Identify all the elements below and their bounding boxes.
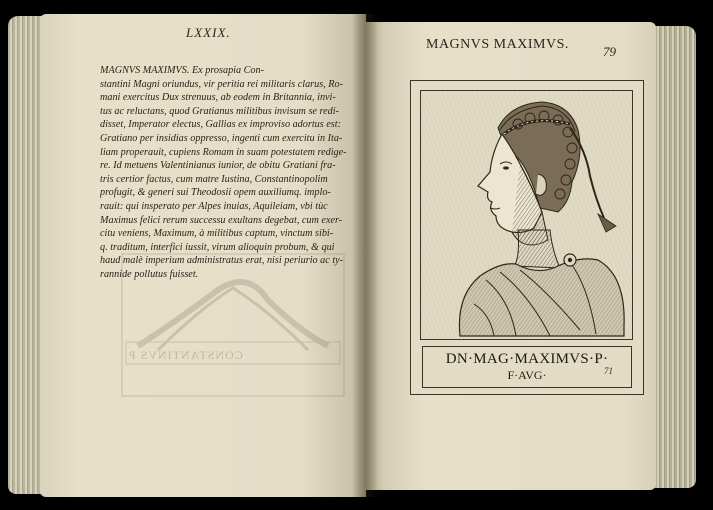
text-line: profugit, & generi sui Theodosii opem auxiliumq. implo- (100, 187, 331, 199)
text-line: liam properauit, cupiens Romam in suam potestatem redige- (100, 146, 347, 158)
text-line: tus ac reluctans, quod Gratianus militibus invisum se redi- (100, 105, 339, 117)
text-line: Gratiano per insidias oppresso, ingenti cum exercitu in Ita- (100, 132, 343, 144)
bleed-through-text: CONSTANTINVS P (128, 348, 243, 362)
text-line: rauit: qui insperato per Alpes inuias, Aquileiam, vbi tùc (100, 200, 328, 212)
text-line: stantini Magni oriundus, vir peritia rei militaris clarus, Ro- (100, 78, 343, 90)
caption-line-1: DN·MAG·MAXIMVS·P· (445, 351, 609, 367)
right-page-edges (650, 26, 696, 488)
portrait-caption (422, 346, 632, 388)
text-line: Maximus felici rerum successu exultans degebat, cum exer- (100, 214, 343, 226)
text-line: tris certior factus, cum matre Iustina, Constantinopolim (100, 173, 328, 185)
text-line: citu veniens, Maximum, à militibus captum, vinctum sibi- (100, 228, 334, 240)
text-line: re. Id metuens Valentinianus iunior, de obitu Gratiani fra- (100, 160, 336, 172)
text-line: mani exercitus Dux strenuus, ab eodem in Britannia, invi- (100, 92, 336, 104)
emperor-portrait-engraving (420, 90, 633, 340)
left-page-text (100, 64, 358, 282)
text-line: rannide pollutus fuisset. (100, 268, 199, 280)
text-line: MAGNVS MAXIMVS. Ex prosapia Con- (100, 65, 265, 76)
left-page-number: LXXIX. (186, 25, 231, 40)
plate-signature: 71 (604, 366, 613, 376)
text-line: haud malè imperium administratus erat, nisi periurio ac ty- (100, 255, 344, 267)
text-line: disset, Imperator electus, Gallias ex improviso adortus est: (100, 119, 341, 131)
caption-line-2: F·AVG· (507, 368, 547, 382)
running-head: MAGNVS MAXIMVS. (426, 37, 569, 52)
right-page-number: 79 (603, 44, 616, 59)
text-line: q. traditum, interfici iussit, virum alioquin probum, & qui (100, 241, 335, 253)
